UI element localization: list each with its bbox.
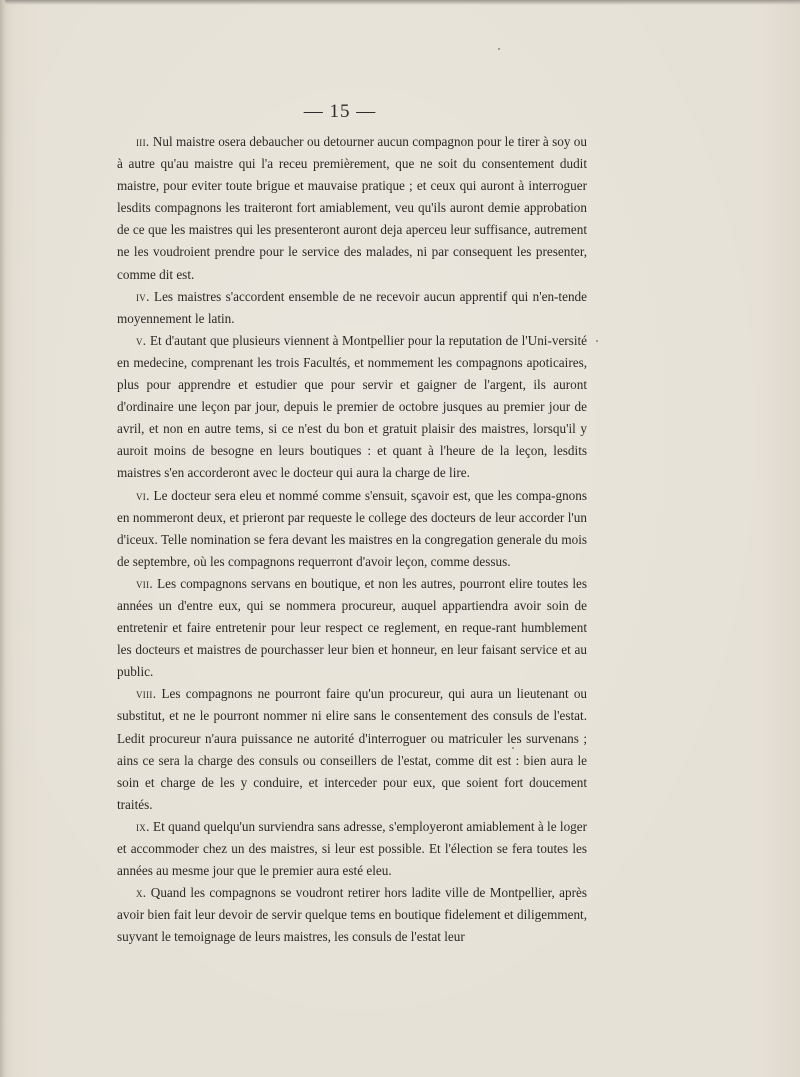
article-numeral: iv. [136, 288, 150, 304]
article-text: Quand les compagnons se voudront retirer hors ladite ville de Montpellier, après avoir bien fait leur devoir de servir quelque tems en boutique fidelement et diligemment, suyvant le temoignage de leurs maistres, les consuls de l'estat leur [117, 885, 587, 945]
body-text [117, 131, 587, 948]
article-numeral: ix. [136, 818, 150, 834]
article-v [117, 330, 587, 485]
page-number: — 15 — [303, 101, 377, 122]
page-left-edge [0, 0, 6, 1077]
article-text: Les compagnons ne pourront faire qu'un procureur, qui aura un lieutenant ou substitut, et ne le pourront nommer ni elire sans le consentement des consuls de l'estat. Ledit procureur n'aura puissance ne autorité d'interroguer ou matriculer les survenans ; ains ce sera la charge des consuls ou conseillers de l'estat, comme dit est : bien aura le soin et charge de les y conduire, et interceder pour eux, que soient fort doucement traités. [117, 686, 588, 812]
article-text: Nul maistre osera debaucher ou detourner aucun compagnon pour le tirer à soy ou à autre qu'au maistre qui l'a receu premièrement, que ne soit du consentement dudit maistre, pour eviter toute brigue et mauvaise pratique ; et ceux qui auront à interroguer lesdits compagnons les traiteront fort amiablement, veu qu'ils auront demie approbation de ce que les maistres qui les presenteront auront deja aperceu leur suffisance, autrement ne les voudroient prendre pour le service des malades, ni par consequent les presenter, comme dit est. [117, 134, 587, 282]
article-numeral: viii. [136, 686, 157, 702]
article-iii [117, 131, 587, 286]
paper-speck [512, 747, 514, 749]
article-x [117, 882, 587, 948]
article-numeral: v. [136, 332, 147, 348]
page-top-edge [0, 0, 800, 5]
article-viii [117, 683, 587, 816]
article-numeral: vi. [136, 487, 150, 503]
paper-speck [596, 340, 598, 342]
article-text: Le docteur sera eleu et nommé comme s'ensuit, sçavoir est, que les compa-gnons en nommeront deux, et prieront par requeste le college des docteurs de leur accorder l'un d'iceux. Telle nomination se fera devant les maistres en la congregation generale du mois de septembre, où les compagnons requerront d'avoir leçon, comme dessus. [117, 487, 588, 569]
article-vi [117, 485, 587, 573]
article-text: Les maistres s'accordent ensemble de ne recevoir aucun apprentif qui n'en-tende moyennement le latin. [117, 288, 587, 326]
article-text: Et d'autant que plusieurs viennent à Montpellier pour la reputation de l'Uni-versité en medecine, comprenant les trois Facultés, et nommement les compagnons apoticaires, plus pour apprendre et estudier que pour servir et gaigner de l'argent, ils auront d'ordinaire une leçon par jour, depuis le premier de octobre jusques au premier jour de avril, et non en autre tems, si ce n'est du bon et gratuit plaisir des maistres, lorsqu'il y auroit moins de besogne en leurs boutiques : et quant à l'heure de la leçon, lesdits maistres s'en accorderont avec le docteur qui aura la charge de lire. [117, 332, 587, 481]
article-text: Les compagnons servans en boutique, et non les autres, pourront elire toutes les années un d'entre eux, qui se nommera procureur, auquel appartiendra avoir soin de entretenir et faire entretenir pour leur respect ce reglement, en reque-rant humblement les docteurs et maistres de pourchasser leur bien et honneur, en leur faisant service et au public. [117, 575, 587, 680]
article-ix [117, 816, 587, 882]
article-numeral: x. [136, 885, 147, 901]
article-iv [117, 286, 587, 330]
article-vii [117, 573, 587, 683]
article-numeral: iii. [136, 134, 150, 149]
article-numeral: vii. [136, 575, 153, 591]
paper-speck [498, 48, 500, 50]
article-text: Et quand quelqu'un surviendra sans adresse, s'employeront amiablement à le loger et accommoder chez un des maistres, si leur est possible. Et l'élection se fera toutes les années au mesme jour que le premier aura esté eleu. [117, 818, 588, 879]
